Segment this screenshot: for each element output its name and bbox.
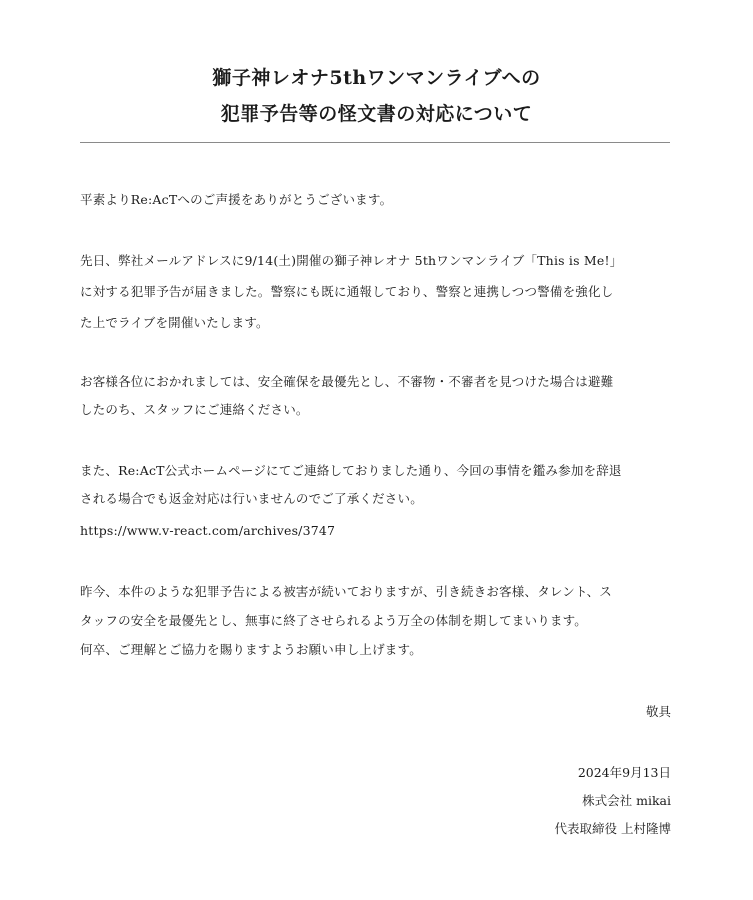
archive-link[interactable]: https://www.v-react.com/archives/3747 bbox=[80, 523, 336, 538]
company-name: 株式会社 mikai bbox=[582, 793, 671, 808]
paragraph-1-line-3: た上でライブを開催いたします。 bbox=[80, 315, 269, 330]
paragraph-3-line-1: また、Re:AcT公式ホームページにてご連絡しておりました通り、今回の事情を鑑み参加を辞退 bbox=[80, 463, 622, 478]
paragraph-1-line-2: に対する犯罪予告が届きました。警察にも既に通報しており、警察と連携しつつ警備を強化し bbox=[80, 284, 614, 299]
paragraph-2-line-1: お客様各位におかれましては、安全確保を最優先とし、不審物・不審者を見つけた場合は避難 bbox=[80, 374, 614, 389]
paragraph-1-line-1: 先日、弊社メールアドレスに9/14(土)開催の獅子神レオナ 5thワンマンライブ「This is Me!」 bbox=[80, 253, 623, 268]
paragraph-4-line-3: 何卒、ご理解とご協力を賜りますようお願い申し上げます。 bbox=[80, 642, 422, 657]
representative-name: 代表取締役 上村隆博 bbox=[554, 821, 671, 836]
title-line-2: 犯罪予告等の怪文書の対応について bbox=[220, 103, 533, 125]
paragraph-2-line-2: したのち、スタッフにご連絡ください。 bbox=[80, 402, 309, 417]
title-line-1: 獅子神レオナ5thワンマンライブへの bbox=[212, 67, 541, 89]
paragraph-4-line-2: タッフの安全を最優先とし、無事に終了させられるよう万全の体制を期してまいります。 bbox=[80, 613, 588, 628]
closing-keigu: 敬具 bbox=[645, 704, 671, 719]
date-text: 2024年9月13日 bbox=[577, 765, 671, 780]
paragraph-3-line-2: される場合でも返金対応は行いませんのでご了承ください。 bbox=[80, 491, 423, 506]
greeting-text: 平素よりRe:AcTへのご声援をありがとうございます。 bbox=[80, 192, 393, 207]
title-divider bbox=[80, 142, 670, 143]
paragraph-4-line-1: 昨今、本件のような犯罪予告による被害が続いておりますが、引き続きお客様、タレント、ス bbox=[80, 584, 612, 599]
